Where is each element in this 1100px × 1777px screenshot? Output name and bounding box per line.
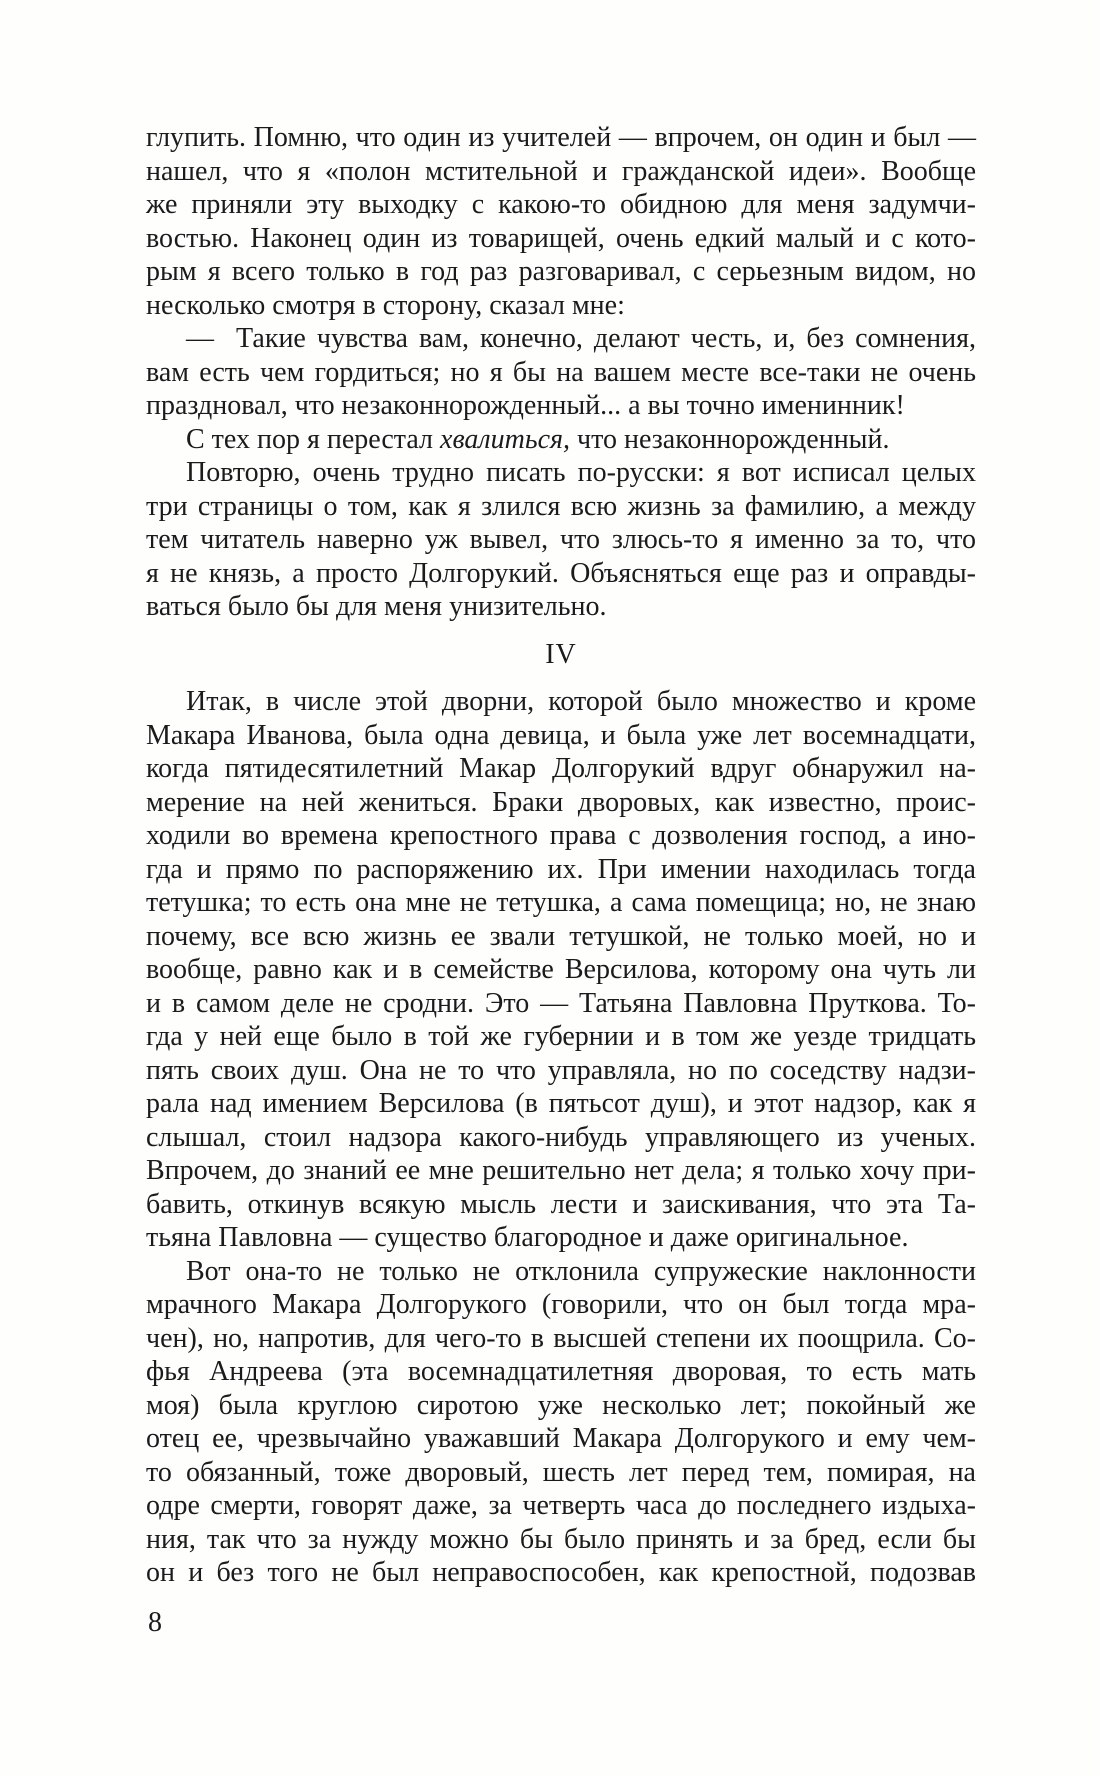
text-line: пять своих душ. Она не то что управляла, но по соседству надзи- [146, 1054, 976, 1086]
text-line: и в самом деле не сродни. Это — Татьяна Павловна Пруткова. То- [146, 987, 976, 1019]
text-line [146, 423, 976, 457]
text-line: рым я всего только в год раз разговаривал, с серьезным видом, но [146, 256, 976, 287]
text-line: одре смерти, говорят даже, за четверть часа до последнего издыха- [146, 1490, 976, 1521]
text-line: фья Андреева (эта восемнадцатилетняя дворовая, то есть мать [146, 1356, 976, 1387]
text-line: Вот она-то не только не отклонила супружеские наклонности [186, 1255, 976, 1287]
text-line: когда пятидесятилетний Макар Долгорукий вдруг обнаружил на- [146, 753, 976, 784]
text-line: чен), но, напротив, для чего-то в высшей степени их поощрила. Со- [146, 1322, 976, 1354]
italic-word: хвалиться, [440, 423, 571, 455]
paragraph-1 [146, 121, 976, 322]
text-line: вам есть чем гордиться; но я бы на вашем месте все-таки не очень [146, 356, 976, 388]
text-line: тем читатель наверно уж вывел, что злюсь-то я именно за то, что [146, 524, 976, 555]
text-line: Итак, в числе этой дворни, которой было множество и кроме [186, 686, 976, 717]
text-line: ходили во времена крепостного права с дозволения господ, а ино- [146, 820, 976, 851]
paragraph-5 [146, 685, 976, 1255]
text-line: Макара Иванова, была одна девица, и была уже лет восемнадцати, [146, 719, 976, 751]
text-line: нашел, что я «полон мстительной и гражданской идеи». Вообще [146, 155, 976, 187]
text-segment: С тех пор я перестал [186, 423, 441, 455]
text-line: отец ее, чрезвычайно уважавший Макара Долгорукого и ему чем- [146, 1423, 976, 1454]
text-column [146, 121, 976, 1590]
text-line: — Такие чувства вам, конечно, делают честь, и, без сомнения, [186, 323, 976, 354]
paragraph-2-dialogue [146, 322, 976, 423]
text-line: гда и прямо по распоряжению их. При имении находилась тогда [146, 853, 976, 885]
section-heading: IV [545, 638, 577, 670]
paragraph-6 [146, 1255, 976, 1590]
text-line: бавить, откинув всякую мысль лести и заискивания, что эта Та- [146, 1188, 976, 1220]
text-line: он и без того не был неправоспособен, как крепостной, подозвав [146, 1557, 976, 1588]
text-line: рала над имением Версилова (в пятьсот душ), и этот надзор, как я [146, 1088, 976, 1119]
text-line: мрачного Макара Долгорукого (говорили, что он был тогда мра- [146, 1289, 976, 1320]
text-line: почему, все всю жизнь ее звали тетушкой, не только моей, но и [146, 920, 976, 952]
page-number: 8 [148, 1607, 162, 1638]
text-line: ваться было бы для меня унизительно. [146, 591, 607, 622]
paragraph-4 [146, 456, 976, 624]
text-line: же приняли эту выходку с какою-то обидною для меня задумчи- [146, 189, 976, 220]
text-line: то обязанный, тоже дворовый, шесть лет перед тем, помирая, на [146, 1456, 976, 1488]
text-segment: что незаконнорожденный. [570, 423, 890, 455]
text-line: ния, так что за нужду можно бы было принять и за бред, если бы [146, 1523, 976, 1555]
text-line: вообще, равно как и в семействе Версилова, которому она чуть ли [146, 954, 976, 985]
text-line: гда у ней еще было в той же губернии и в том же уезде тридцать [146, 1021, 976, 1052]
text-line: тетушка; то есть она мне не тетушка, а сама помещица; но, не знаю [146, 887, 976, 918]
text-line: глупить. Помню, что один из учителей — впрочем, он один и был — [146, 122, 976, 153]
paragraph-3 [146, 423, 976, 457]
text-line: слышал, стоил надзора какого-нибудь управляющего из ученых. [146, 1121, 976, 1153]
text-line: три страницы о том, как я злился всю жизнь за фамилию, а между [146, 490, 976, 522]
text-line: востью. Наконец один из товарищей, очень едкий малый и с кото- [146, 222, 976, 254]
text-line: тьяна Павловна — существо благородное и даже оригинальное. [146, 1222, 909, 1253]
text-line: я не князь, а просто Долгорукий. Объясняться еще раз и оправды- [146, 557, 976, 589]
text-line: праздновал, что незаконнорожденный... а вы точно именинник! [146, 390, 905, 421]
text-line: мерение на ней жениться. Браки дворовых, как известно, проис- [146, 786, 976, 818]
text-line: моя) была круглою сиротою уже несколько лет; покойный же [146, 1389, 976, 1421]
text-line: Повторю, очень трудно писать по-русски: я вот исписал целых [186, 457, 976, 488]
text-line: несколько смотря в сторону, сказал мне: [146, 289, 625, 321]
text-line: Впрочем, до знаний ее мне решительно нет дела; я только хочу при- [146, 1155, 976, 1186]
